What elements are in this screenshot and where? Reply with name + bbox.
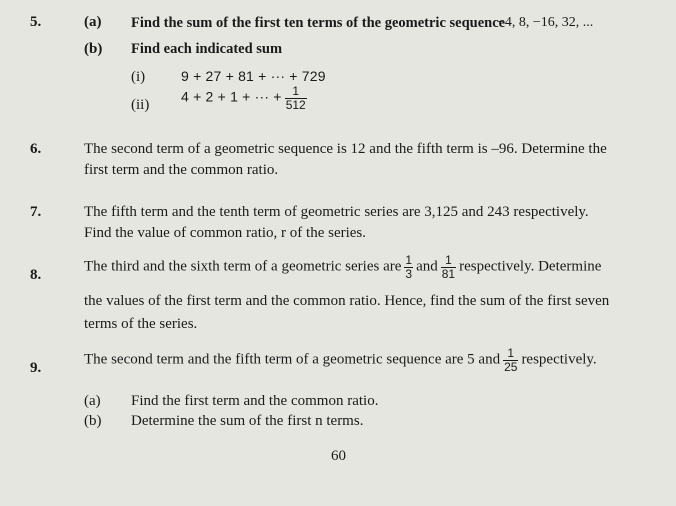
fraction-denominator: 25 bbox=[504, 359, 518, 374]
q5b-label: (b) bbox=[84, 41, 103, 57]
q5b-ii-expression-group bbox=[181, 85, 310, 111]
fraction-numerator: 1 bbox=[292, 84, 300, 98]
q9-line1-start: The second term and the fifth term of a geometric sequence are 5 and bbox=[84, 351, 501, 368]
fraction-numerator: 1 bbox=[445, 253, 452, 267]
q6-line2: first term and the common ratio. bbox=[84, 162, 279, 178]
q5a-text: Find the sum of the first ten terms of the geometric sequence bbox=[131, 15, 506, 31]
q9b-text: Determine the sum of the first n terms. bbox=[131, 413, 364, 429]
q5b-i-label: (i) bbox=[131, 69, 146, 85]
q9b-label: (b) bbox=[84, 413, 102, 429]
q9a-text: Find the first term and the common ratio. bbox=[131, 393, 379, 409]
fraction-numerator: 1 bbox=[507, 346, 515, 360]
q8-fraction-third bbox=[404, 254, 413, 280]
fraction-denominator: 512 bbox=[285, 97, 306, 112]
fraction-denominator: 81 bbox=[441, 266, 456, 281]
fraction-numerator: 1 bbox=[405, 253, 413, 267]
q5a-label: (a) bbox=[84, 14, 102, 30]
q9-number: 9. bbox=[30, 360, 42, 376]
q9-line1 bbox=[84, 347, 597, 373]
q8-line2: the values of the first term and the common ratio. Hence, find the sum of the first seven bbox=[84, 293, 610, 309]
q8-line3: terms of the series. bbox=[84, 316, 198, 332]
q5b-ii-fraction bbox=[285, 85, 307, 111]
q5b-ii-label: (ii) bbox=[131, 97, 150, 113]
q8-and: and bbox=[416, 258, 438, 275]
q8-line1-end: respectively. Determine bbox=[459, 258, 602, 275]
q5b-ii-expression: 4 + 2 + 1 + ··· + bbox=[181, 88, 282, 105]
q7-number: 7. bbox=[30, 204, 42, 220]
q6-number: 6. bbox=[30, 141, 42, 157]
q9-line1-end: respectively. bbox=[521, 351, 597, 368]
q8-line1 bbox=[84, 254, 601, 280]
q7-line2: Find the value of common ratio, r of the series. bbox=[84, 225, 367, 241]
q7-line1: The fifth term and the tenth term of geometric series are 3,125 and 243 respectively. bbox=[84, 204, 589, 220]
q8-number: 8. bbox=[30, 267, 42, 283]
q5b-text: Find each indicated sum bbox=[131, 41, 283, 57]
q5-number: 5. bbox=[30, 14, 42, 30]
page-number: 60 bbox=[331, 448, 346, 464]
q8-line1-start: The third and the sixth term of a geometric series are bbox=[84, 258, 402, 275]
q6-line1: The second term of a geometric sequence is 12 and the fifth term is –96. Determine the bbox=[84, 141, 607, 157]
q8-fraction-sixth bbox=[441, 254, 456, 280]
q5a-sequence: −4, 8, −16, 32, ... bbox=[497, 15, 594, 30]
fraction-denominator: 3 bbox=[405, 266, 413, 281]
q5b-i-expression: 9 + 27 + 81 + ··· + 729 bbox=[181, 68, 326, 84]
q9-fraction bbox=[503, 347, 518, 373]
q9a-label: (a) bbox=[84, 393, 101, 409]
